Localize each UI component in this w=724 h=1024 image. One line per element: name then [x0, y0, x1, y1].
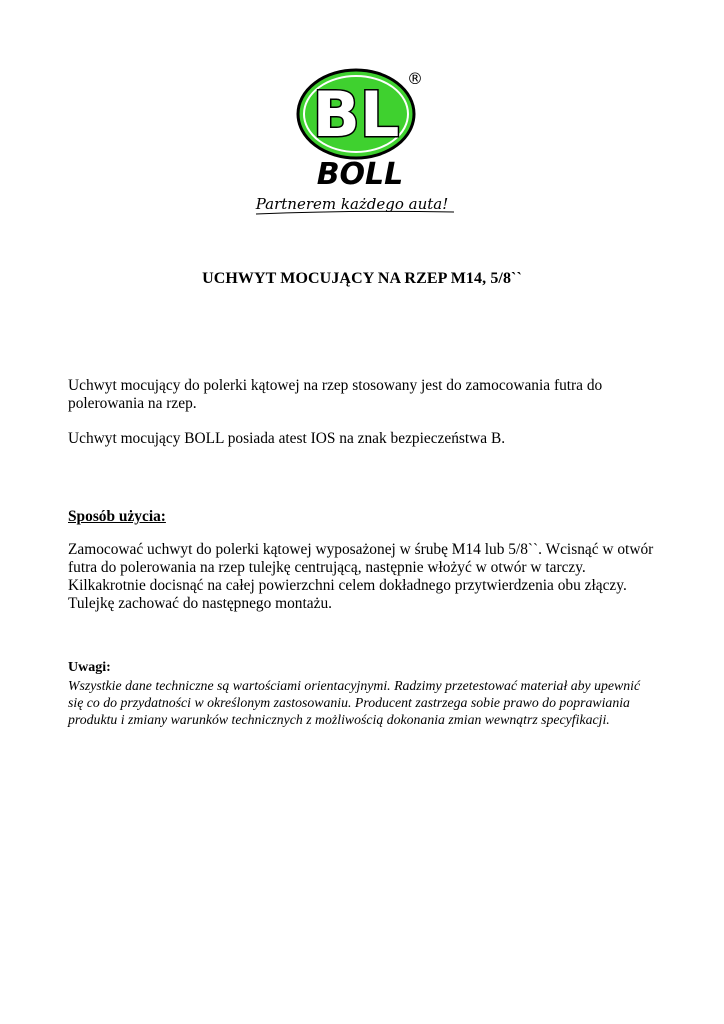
certificate-paragraph: Uchwyt mocujący BOLL posiada atest IOS na znak bezpieczeństwa B. — [68, 430, 506, 447]
logo-slogan: Partnerem każdego auta! — [255, 195, 449, 213]
logo-brand-name: BOLL — [316, 157, 404, 192]
boll-logo — [248, 64, 478, 224]
logo-monogram: BL — [312, 78, 400, 151]
registered-mark: ® — [407, 69, 423, 88]
notes-heading: Uwagi: — [68, 660, 111, 675]
usage-heading: Sposób użycia: — [68, 508, 166, 525]
intro-paragraph: Uchwyt mocujący do polerki kątowej na rzep stosowany jest do zamocowania futra do polerowania na rzep. — [68, 377, 603, 412]
notes-paragraph: Wszystkie dane techniczne są wartościami orientacyjnymi. Radzimy przetestować materiał aby upewnić się co do przydatności w określonym zastosowaniu. Producent zastrzega sobie prawo do poprawiania produktu i zmiany warunków technicznych z możliwością dokonania zmian wewnątrz specyfikacji. — [68, 678, 641, 727]
document-title: UCHWYT MOCUJĄCY NA RZEP M14, 5/8`` — [202, 270, 522, 287]
usage-paragraph: Zamocować uchwyt do polerki kątowej wyposażonej w śrubę M14 lub 5/8``. Wcisnąć w otwór futra do polerowania na rzep tulejkę centrującą, następnie włożyć w otwór w tarczy. Kilkakrotnie docisnąć na całej powierzchni celem dokładnego przytwierdzenia obu złączy. Tulejkę zachować do następnego montażu. — [68, 541, 654, 612]
